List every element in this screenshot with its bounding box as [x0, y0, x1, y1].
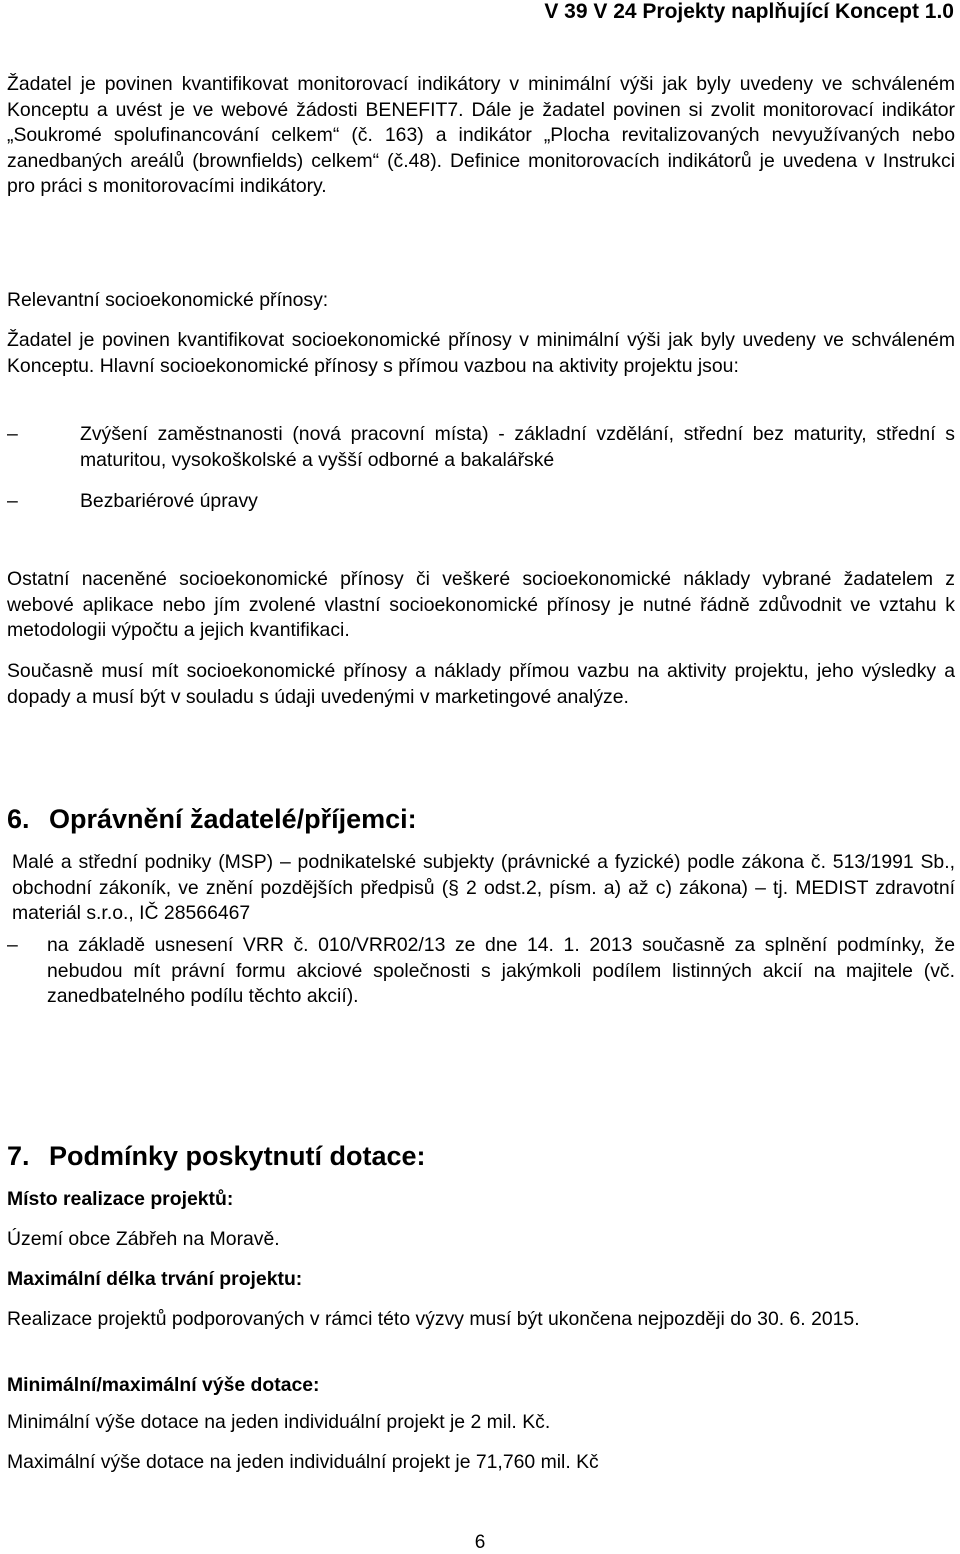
socio-heading: Relevantní socioekonomické přínosy: [7, 289, 329, 311]
dash-icon: – [7, 423, 18, 445]
running-header: V 39 V 24 Projekty naplňující Koncept 1.0 [544, 0, 954, 23]
duration-value: Realizace projektů podporovaných v rámci této výzvy musí být ukončena nejpozději do 30. 6. 2015. [7, 1308, 860, 1330]
section-7-heading [7, 1141, 426, 1172]
amount-max: Maximální výše dotace na jeden individuální projekt je 71,760 mil. Kč [7, 1451, 599, 1473]
bullet-text: Zvýšení zaměstnanosti (nová pracovní místa) - základní vzdělání, střední bez maturity, střední s maturitou, vysokoškolské a vyšší odborné a bakalářské [80, 423, 955, 471]
socio-paragraph-3: Současně musí mít socioekonomické přínosy a náklady přímou vazbu na aktivity projektu, jeho výsledky a dopady a musí být v souladu s údaji uvedenými v marketingové analýze. [7, 660, 955, 708]
section-number: 7. [7, 1141, 30, 1171]
intro-paragraph: Žadatel je povinen kvantifikovat monitorovací indikátory v minimální výši jak byly uvedeny ve schváleném Konceptu a uvést je ve webové žádosti BENEFIT7. Dále je žadatel povinen si zvolit monitorovací indikátor „Soukromé spolufinancování celkem“ (č. 163) a indikátor „Plocha revitalizovaných nevyužívaných nebo zanedbaných areálů (brownfields) celkem“ (č.48). Definice monitorovacích indikátorů je uvedena v Instrukci pro práci s monitorovacími indikátory. [7, 73, 955, 197]
section-title: Oprávnění žadatelé/příjemci: [49, 804, 417, 834]
section-6-bullet [7, 933, 955, 1010]
page-number: 6 [474, 1532, 486, 1553]
bullet-text: Bezbariérové úpravy [80, 490, 258, 512]
place-label: Místo realizace projektů: [7, 1188, 234, 1210]
dash-icon: – [7, 490, 18, 512]
socio-paragraph: Žadatel je povinen kvantifikovat socioekonomické přínosy v minimální výši jak byly uvedeny ve schváleném Konceptu. Hlavní socioekonomické přínosy s přímou vazbou na aktivity projektu jsou: [7, 329, 955, 377]
section-number: 6. [7, 804, 30, 834]
section-6-paragraph: Malé a střední podniky (MSP) – podnikatelské subjekty (právnické a fyzické) podle zákona č. 513/1991 Sb., obchodní zákoník, ve znění pozdějších předpisů (§ 2 odst.2, písm. a) až c) zákona) – tj. MEDIST zdravotní materiál s.r.o., IČ 28566467 [12, 851, 955, 924]
socio-bullet-1 [7, 422, 955, 473]
bullet-text: na základě usnesení VRR č. 010/VRR02/13 ze dne 14. 1. 2013 současně za splnění podmínky, že nebudou mít právní formu akciové společnosti s jakýmkoli podílem listinných akcií na majitele (vč. zanedbatelného podílu těchto akcií). [47, 934, 955, 1007]
amount-label: Minimální/maximální výše dotace: [7, 1374, 320, 1396]
socio-bullet-2 [7, 489, 955, 515]
place-value: Území obce Zábřeh na Moravě. [7, 1228, 280, 1250]
dash-icon: – [7, 934, 18, 956]
duration-label: Maximální délka trvání projektu: [7, 1268, 303, 1290]
section-title: Podmínky poskytnutí dotace: [49, 1141, 426, 1171]
amount-min: Minimální výše dotace na jeden individuální projekt je 2 mil. Kč. [7, 1411, 551, 1433]
section-6-heading [7, 804, 417, 835]
socio-paragraph-2: Ostatní naceněné socioekonomické přínosy či veškeré socioekonomické náklady vybrané žadatelem z webové aplikace nebo jím zvolené vlastní socioekonomické přínosy je nutné řádně zdůvodnit ve vztahu k metodologii výpočtu a jejich kvantifikaci. [7, 568, 955, 641]
